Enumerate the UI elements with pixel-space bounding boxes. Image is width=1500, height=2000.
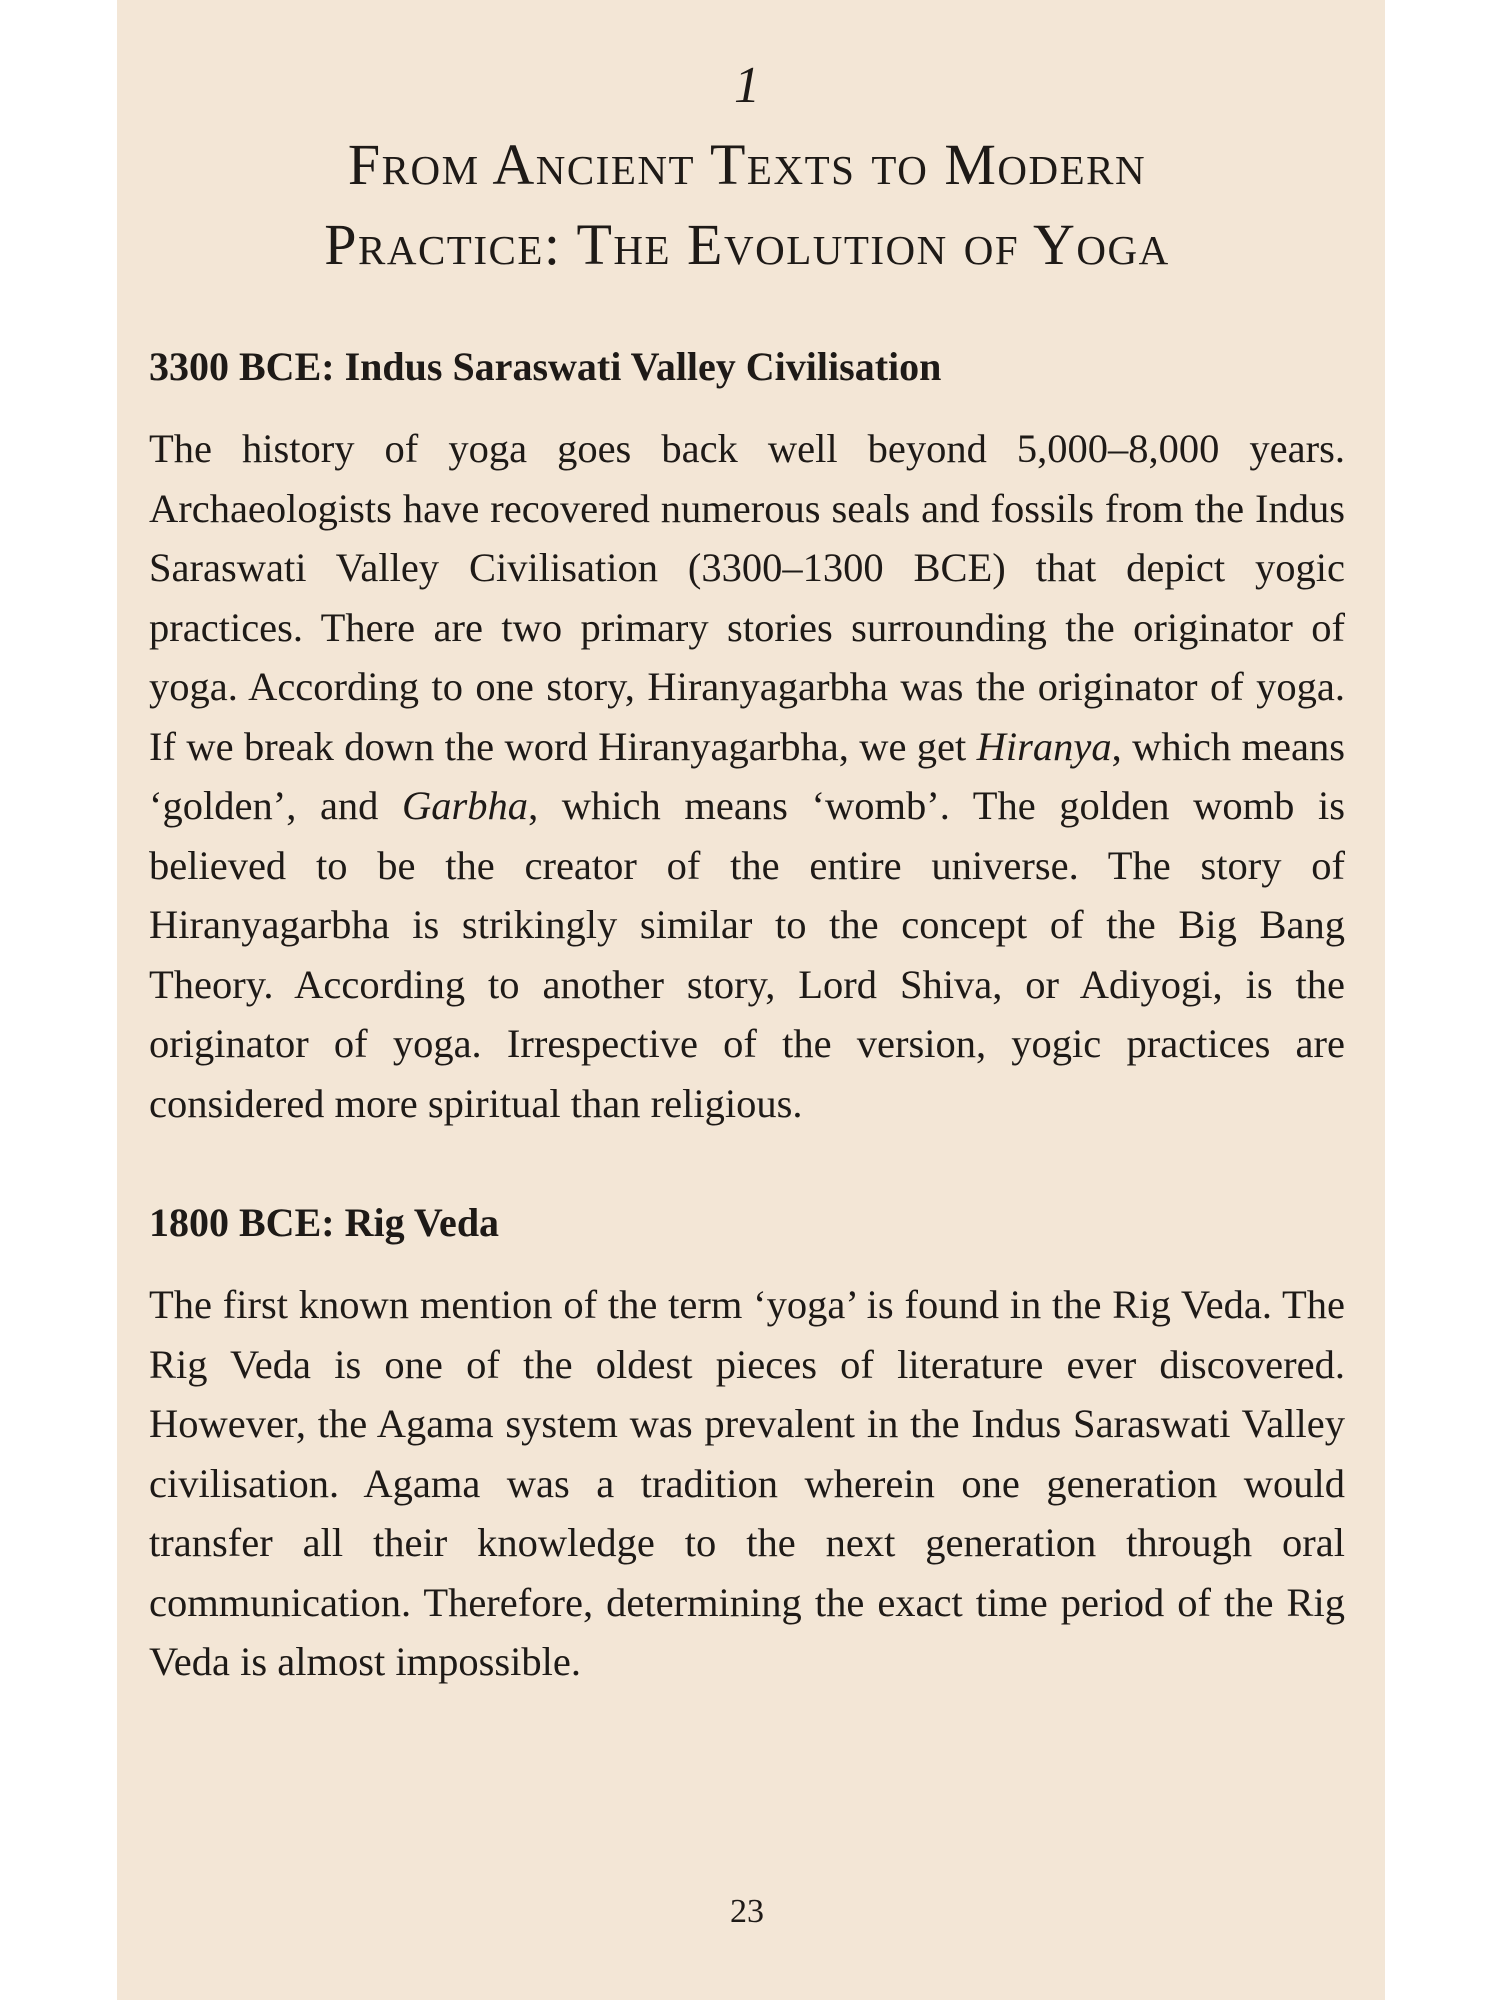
page-number: 23 — [730, 1893, 764, 1930]
chapter-title-line-1: From Ancient Texts to Modern — [347, 132, 1147, 197]
section-indus-saraswati — [149, 343, 1345, 1133]
section-rig-veda — [149, 1199, 1345, 1692]
chapter-title-line-2: Practice: The Evolution of Yoga — [324, 212, 1170, 277]
term-hiranya: Hiranya — [976, 723, 1112, 769]
section-heading: 3300 BCE: Indus Saraswati Valley Civilisation — [149, 344, 942, 389]
chapter-number: 1 — [734, 57, 760, 114]
paragraph-text: The history of yoga goes back well beyond 5,000–8,000 years. Archaeologists have recovered numerous seals and fossils from the Indus Saraswati Valley Civilisation (3300–1300 BCE) that depict yogic practices. There are two primary stories surrounding the originator of yoga. According to one story, Hiranyagarbha was the originator of yoga. If we break down the word Hiranyagarbha, we get — [149, 426, 1345, 769]
section-paragraph: The first known mention of the term ‘yoga’ is found in the Rig Veda. The Rig Veda is one of the oldest pieces of literature ever discovered. However, the Agama system was prevalent in the Indus Saraswati Valley civilisation. Agama was a tradition wherein one generation would transfer all their knowledge to the next generation through oral communication. Therefore, determining the exact time period of the Rig Veda is almost impossible. — [149, 1282, 1345, 1684]
section-heading: 1800 BCE: Rig Veda — [149, 1200, 500, 1245]
term-garbha: Garbha — [402, 783, 529, 828]
book-page — [117, 0, 1385, 2000]
paragraph-text: , which means ‘golden’, and — [149, 723, 1345, 828]
page-content — [149, 0, 1346, 1930]
chapter-title — [149, 125, 1345, 285]
section-paragraph — [149, 419, 1345, 1133]
paragraph-text: , which means ‘womb’. The golden womb is believed to be the creator of the entire universe. The story of Hiranyagarbha is strikingly similar to the concept of the Big Bang Theory. According to another story, Lord Shiva, or Adiyogi, is the originator of yoga. Irrespective of the version, yogic practices are considered more spiritual than religious. — [149, 783, 1346, 1126]
